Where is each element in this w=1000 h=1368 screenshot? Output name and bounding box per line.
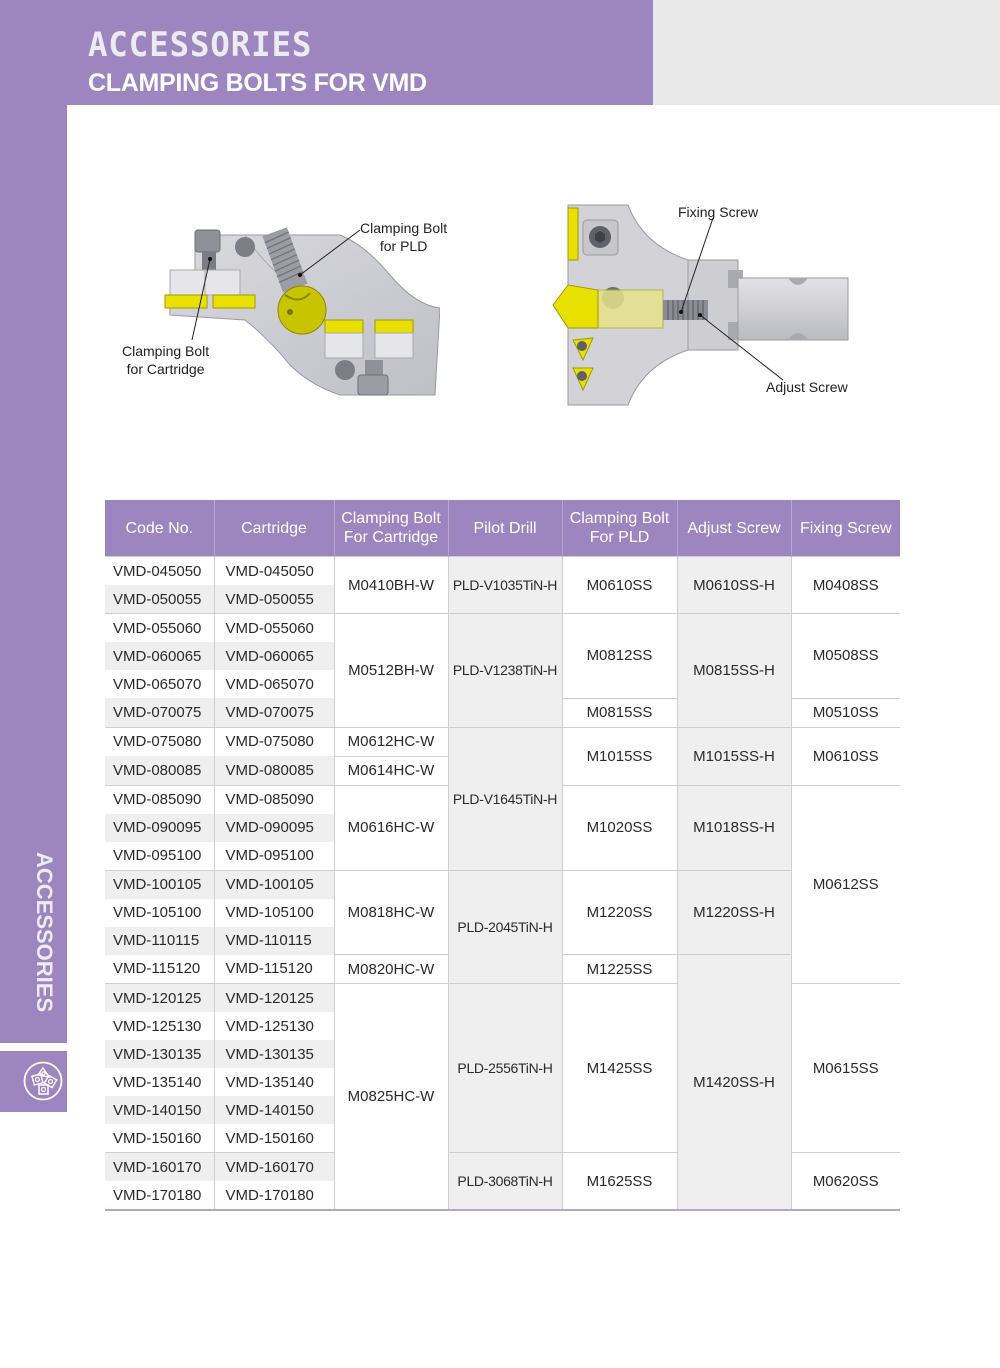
- code-no-cell: VMD-080085: [105, 756, 214, 785]
- code-no-cell: VMD-090095: [105, 814, 214, 842]
- cartridge-cell: VMD-120125: [214, 984, 334, 1013]
- column-header-pilot-drill: [448, 500, 562, 557]
- clamping-bolt-pld-cell: M1225SS: [562, 955, 677, 984]
- pilot-drill-cell: PLD-2556TiN-H: [448, 984, 562, 1153]
- fixing-screw-cell: M0408SS: [791, 557, 900, 614]
- code-no-cell: VMD-140150: [105, 1096, 214, 1124]
- header-gray-panel: [653, 0, 1000, 105]
- code-no-cell: VMD-055060: [105, 614, 214, 643]
- cartridge-cell: VMD-055060: [214, 614, 334, 643]
- code-no-cell: VMD-120125: [105, 984, 214, 1013]
- pilot-drill-cell: PLD-V1035TiN-H: [448, 557, 562, 614]
- clamping-bolt-cartridge-cell: M0616HC-W: [334, 785, 448, 870]
- cartridge-cell: VMD-140150: [214, 1096, 334, 1124]
- clamping-bolt-pld-cell: M0815SS: [562, 698, 677, 727]
- code-no-cell: VMD-075080: [105, 727, 214, 756]
- clamping-bolt-pld-cell: M0812SS: [562, 614, 677, 699]
- code-no-cell: VMD-115120: [105, 955, 214, 984]
- adjust-screw-cell: M0815SS-H: [677, 614, 791, 728]
- column-header-clamping-bolt-pld: [562, 500, 677, 557]
- column-header-cartridge: [214, 500, 334, 557]
- cartridge-cell: VMD-070075: [214, 698, 334, 727]
- sidebar-section-label: ACCESSORIES: [32, 852, 57, 1013]
- cartridge-cell: VMD-080085: [214, 756, 334, 785]
- adjust-screw-cell: M1018SS-H: [677, 785, 791, 870]
- cartridge-cell: VMD-100105: [214, 870, 334, 899]
- cartridge-cell: VMD-085090: [214, 785, 334, 814]
- clamping-bolt-cartridge-cell: M0825HC-W: [334, 984, 448, 1211]
- code-no-cell: VMD-170180: [105, 1181, 214, 1210]
- code-no-cell: VMD-045050: [105, 557, 214, 586]
- clamping-bolt-cartridge-cell: M0820HC-W: [334, 955, 448, 984]
- clamping-bolt-pld-cell: M1625SS: [562, 1153, 677, 1211]
- pilot-drill-cell: PLD-V1238TiN-H: [448, 614, 562, 728]
- cartridge-cell: VMD-110115: [214, 927, 334, 955]
- cartridge-cell: VMD-095100: [214, 842, 334, 871]
- clamping-bolt-cartridge-cell: M0612HC-W: [334, 727, 448, 756]
- cartridge-cell: VMD-105100: [214, 899, 334, 927]
- clamping-bolt-cartridge-cell: M0512BH-W: [334, 614, 448, 728]
- table-row: [105, 870, 900, 899]
- header-text: Adjust Screw: [687, 519, 781, 537]
- clamping-bolt-cartridge-cell: M0410BH-W: [334, 557, 448, 614]
- page-title: ACCESSORIES: [88, 25, 313, 65]
- table-row: [105, 614, 900, 643]
- page-subtitle: CLAMPING BOLTS FOR VMD: [88, 69, 427, 97]
- code-no-cell: VMD-085090: [105, 785, 214, 814]
- clamping-bolt-pld-cell: M0610SS: [562, 557, 677, 614]
- pilot-drill-cell: PLD-3068TiN-H: [448, 1153, 562, 1211]
- fixing-screw-cell: M0510SS: [791, 698, 900, 727]
- header-text: Pilot Drill: [473, 519, 537, 537]
- column-header-clamping-bolt-cartridge: [334, 500, 448, 557]
- code-no-cell: VMD-050055: [105, 585, 214, 614]
- clamping-bolt-pld-cell: M1425SS: [562, 984, 677, 1153]
- code-no-cell: VMD-125130: [105, 1012, 214, 1040]
- column-header-code-no: [105, 500, 214, 557]
- code-no-cell: VMD-070075: [105, 698, 214, 727]
- cartridge-cell: VMD-135140: [214, 1068, 334, 1096]
- header-text: Code No.: [125, 519, 194, 537]
- code-no-cell: VMD-060065: [105, 642, 214, 670]
- adjust-screw-cell: M1220SS-H: [677, 870, 791, 955]
- callout-fixing-screw: Fixing Screw: [678, 204, 759, 220]
- cartridge-cell: VMD-065070: [214, 670, 334, 698]
- code-no-cell: VMD-095100: [105, 842, 214, 871]
- cartridge-cell: VMD-060065: [214, 642, 334, 670]
- header-text: Clamping Bolt: [569, 510, 670, 527]
- code-no-cell: VMD-130135: [105, 1040, 214, 1068]
- table-row: [105, 557, 900, 586]
- clamping-bolt-pld-cell: M1020SS: [562, 785, 677, 870]
- pilot-drill-cell: PLD-V1645TiN-H: [448, 727, 562, 870]
- header-text: Clamping Bolt: [341, 510, 441, 527]
- adjust-screw-cell: M1420SS-H: [677, 955, 791, 1211]
- code-no-cell: VMD-150160: [105, 1124, 214, 1153]
- fixing-screw-cell: M0620SS: [791, 1153, 900, 1211]
- callout-text: for PLD: [379, 238, 428, 254]
- fixing-screw-cell: M0615SS: [791, 984, 900, 1153]
- clamping-bolt-cartridge-cell: M0614HC-W: [334, 756, 448, 785]
- header-text: For Cartridge: [343, 529, 439, 546]
- code-no-cell: VMD-100105: [105, 870, 214, 899]
- clamping-bolt-pld-cell: M1015SS: [562, 727, 677, 785]
- code-no-cell: VMD-065070: [105, 670, 214, 698]
- cartridge-cell: VMD-075080: [214, 727, 334, 756]
- cartridge-cell: VMD-170180: [214, 1181, 334, 1210]
- clamping-bolt-cartridge-cell: M0818HC-W: [334, 870, 448, 955]
- cartridge-cell: VMD-150160: [214, 1124, 334, 1153]
- code-no-cell: VMD-110115: [105, 927, 214, 955]
- column-header-adjust-screw: [677, 500, 791, 557]
- table-row: [105, 727, 900, 756]
- cartridge-cell: VMD-160170: [214, 1153, 334, 1182]
- cartridge-cell: VMD-115120: [214, 955, 334, 984]
- inserts-circle-icon: [22, 1060, 64, 1102]
- callout-text: Clamping Bolt: [360, 220, 448, 236]
- header-text: Cartridge: [241, 519, 307, 537]
- pilot-drill-cell: PLD-2045TiN-H: [448, 870, 562, 984]
- cartridge-cell: VMD-130135: [214, 1040, 334, 1068]
- fixing-screw-cell: M0612SS: [791, 785, 900, 984]
- adjust-screw-cell: M0610SS-H: [677, 557, 791, 614]
- table-header-row: [105, 500, 900, 557]
- cartridge-cell: VMD-045050: [214, 557, 334, 586]
- callout-clamping-bolt-cartridge: [122, 342, 209, 378]
- callout-adjust-screw: Adjust Screw: [766, 379, 848, 395]
- fixing-screw-cell: M0610SS: [791, 727, 900, 785]
- header-text: For PLD: [589, 529, 650, 546]
- clamping-bolts-spec-table: [105, 500, 900, 1211]
- clamping-bolt-pld-cell: M1220SS: [562, 870, 677, 955]
- column-header-fixing-screw: [791, 500, 900, 557]
- header-text: Fixing Screw: [799, 519, 892, 537]
- code-no-cell: VMD-160170: [105, 1153, 214, 1182]
- callout-text: Clamping Bolt: [122, 343, 210, 359]
- code-no-cell: VMD-105100: [105, 899, 214, 927]
- cartridge-cell: VMD-125130: [214, 1012, 334, 1040]
- cartridge-cell: VMD-090095: [214, 814, 334, 842]
- callout-clamping-bolt-pld: [360, 219, 447, 255]
- callout-text: for Cartridge: [126, 361, 205, 377]
- code-no-cell: VMD-135140: [105, 1068, 214, 1096]
- adjust-screw-cell: M1015SS-H: [677, 727, 791, 785]
- cartridge-cell: VMD-050055: [214, 585, 334, 614]
- fixing-screw-cell: M0508SS: [791, 614, 900, 699]
